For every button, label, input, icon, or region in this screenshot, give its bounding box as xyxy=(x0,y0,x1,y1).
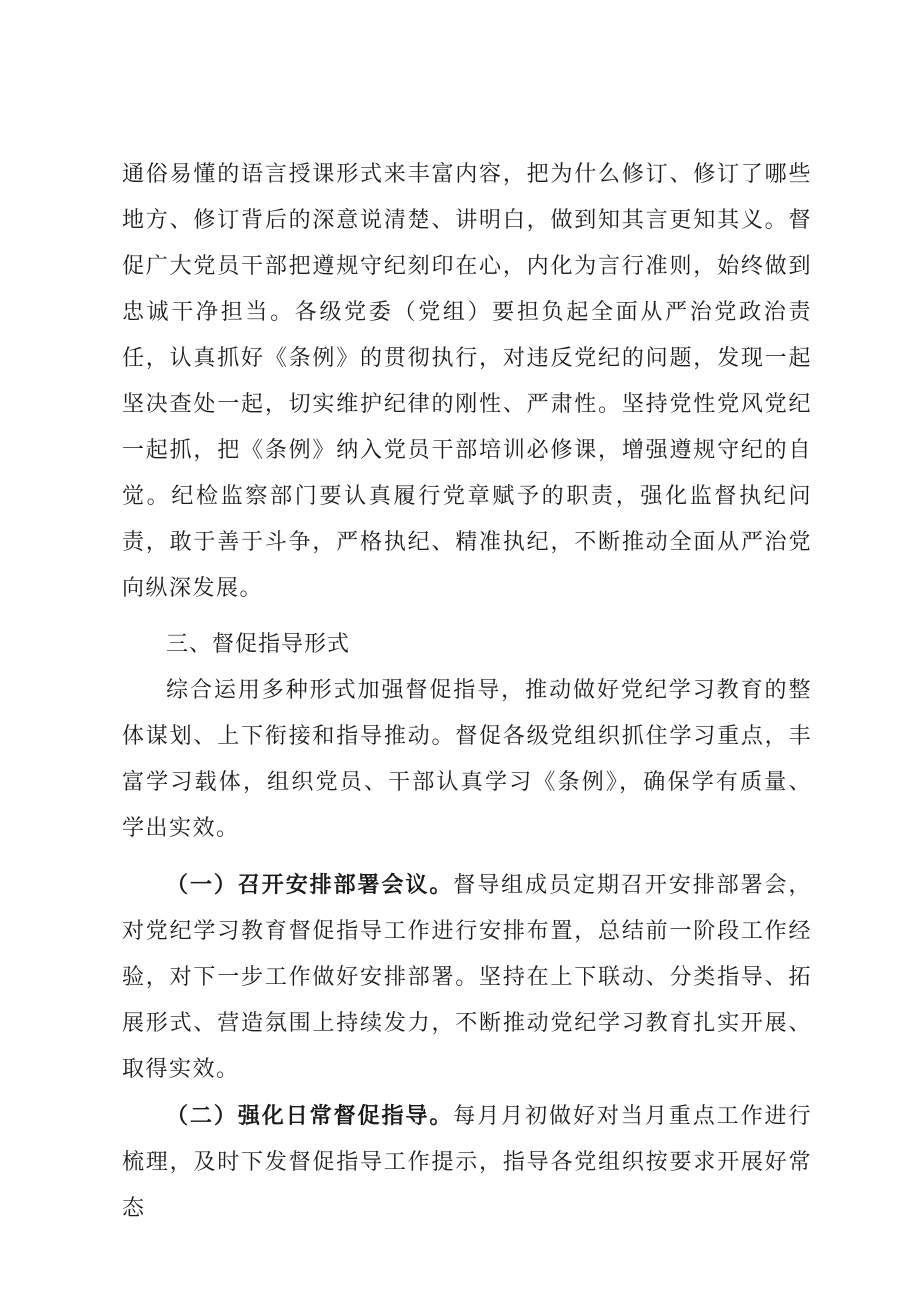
list-item-1-title: （一）召开安排部署会议。 xyxy=(166,872,454,898)
list-item-2 xyxy=(122,1093,812,1232)
paragraph-continued: 通俗易懂的语言授课形式来丰富内容，把为什么修订、修订了哪些地方、修订背后的深意说清楚、讲明白，做到知其言更知其义。督促广大党员干部把遵规守纪刻印在心，内化为言行准则，始终做到忠诚干净担当。各级党委（党组）要担负起全面从严治党政治责任，认真抓好《条例》的贯彻执行，对违反党纪的问题，发现一起坚决查处一起，切实维护纪律的刚性、严肃性。坚持党性党风党纪一起抓，把《条例》纳入党员干部培训必修课，增强遵规守纪的自觉。纪检监察部门要认真履行党章赋予的职责，强化监督执纪问责，敢于善于斗争，严格执纪、精准执纪，不断推动全面从严治党向纵深发展。 xyxy=(122,162,812,601)
paragraph-section-3-intro: 综合运用多种形式加强督促指导，推动做好党纪学习教育的整体谋划、上下衔接和指导推动。督促各级党组织抓住学习重点，丰富学习载体，组织党员、干部认真学习《条例》，确保学有质量、学出实效。 xyxy=(122,678,812,841)
list-item-2-title: （二）强化日常督促指导。 xyxy=(166,1103,454,1129)
list-item-2-body: 每月月初做好对当月重点工作进行梳理，及时下发督促指导工作提示，指导各党组织按要求开展好常态 xyxy=(122,1104,812,1221)
list-item-1 xyxy=(122,862,812,1093)
list-item-1-body: 督导组成员定期召开安排部署会，对党纪学习教育督促指导工作进行安排布置，总结前一阶段工作经验，对下一步工作做好安排部署。坚持在上下联动、分类指导、拓展形式、营造氛围上持续发力，不断推动党纪学习教育扎实开展、取得实效。 xyxy=(122,873,812,1082)
document-body xyxy=(122,152,812,1232)
section-heading-3: 三、督促指导形式 xyxy=(166,632,351,657)
